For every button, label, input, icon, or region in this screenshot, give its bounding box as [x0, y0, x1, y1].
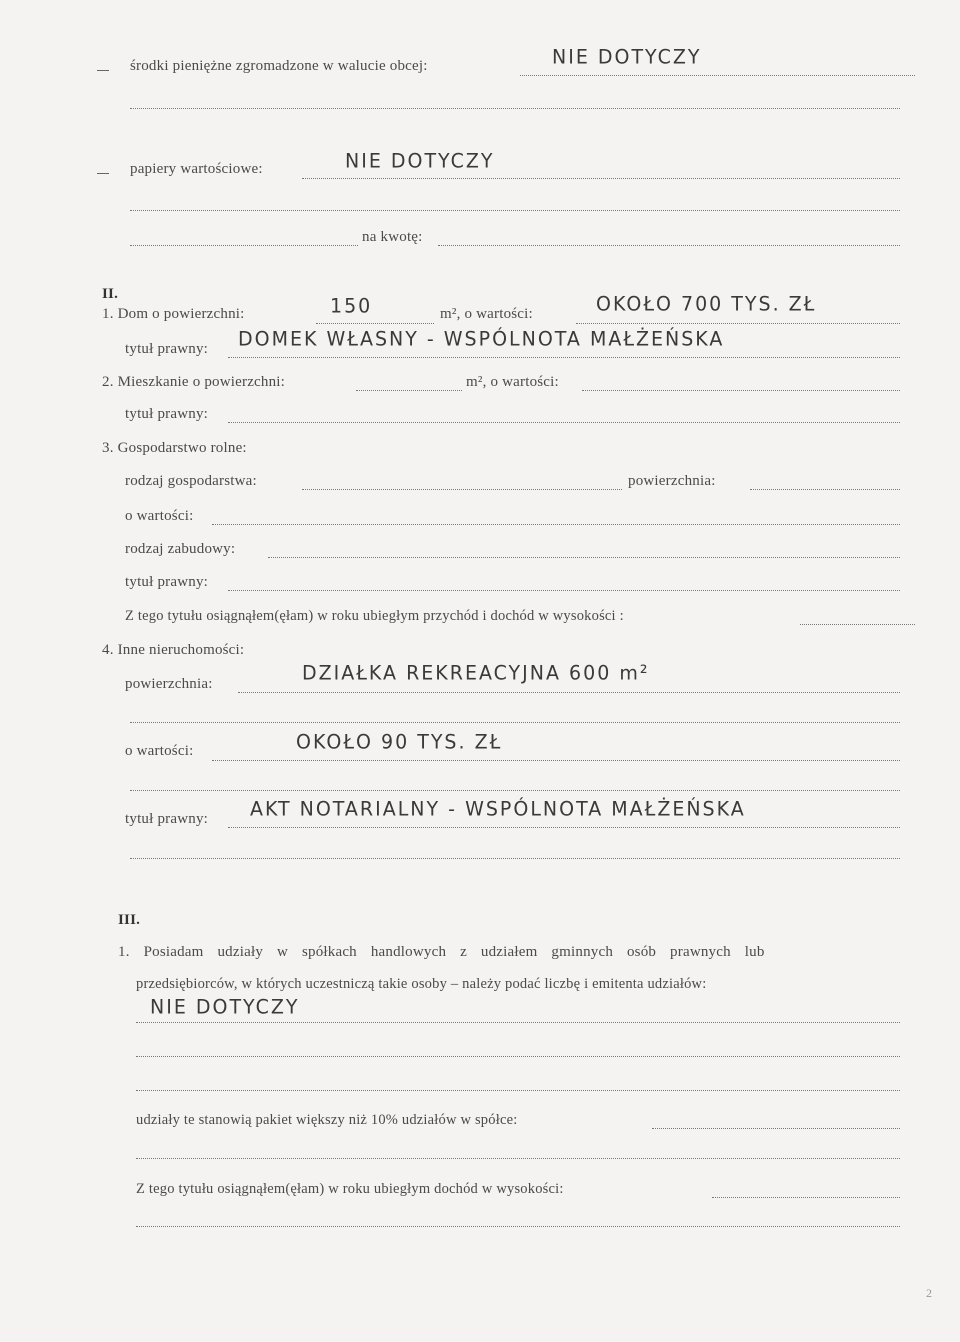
- shares-text-line2: przedsiębiorców, w których uczestniczą takie osoby – należy podać liczbę i emitenta udziałów:: [136, 976, 707, 992]
- securities-label: papiery wartościowe:: [130, 161, 263, 177]
- fill-line: [130, 858, 900, 859]
- other-area-label: powierzchnia:: [125, 676, 213, 692]
- house-area: 150: [330, 294, 373, 318]
- fill-line: [238, 692, 900, 693]
- house-value-label: m², o wartości:: [440, 306, 533, 322]
- fill-line: [228, 590, 900, 591]
- flat-title-label: tytuł prawny:: [125, 406, 209, 422]
- fill-line: [136, 1022, 900, 1023]
- fill-line: [576, 323, 900, 324]
- fill-line: [136, 1158, 900, 1159]
- other-area-value: DZIAŁKA REKREACYJNA 600 m²: [302, 661, 650, 685]
- securities-value: NIE DOTYCZY: [345, 149, 495, 173]
- shares-percent-label: udziały te stanowią pakiet większy niż 10% udziałów w spółce:: [136, 1112, 518, 1128]
- fill-line: [750, 489, 900, 490]
- farm-income-label: Z tego tytułu osiągnąłem(ęłam) w roku ubiegłym przychód i dochód w wysokości :: [125, 608, 624, 624]
- fill-line: [136, 1090, 900, 1091]
- farm-label: 3. Gospodarstwo rolne:: [102, 440, 247, 456]
- shares-answer: NIE DOTYCZY: [150, 995, 300, 1019]
- foreign-currency-value: NIE DOTYCZY: [552, 45, 702, 69]
- section-iii-heading: III.: [118, 912, 141, 928]
- amount-label: na kwotę:: [362, 229, 423, 245]
- shares-income-label: Z tego tytułu osiągnąłem(ęłam) w roku ubiegłym dochód w wysokości:: [136, 1181, 564, 1197]
- fill-line: [302, 489, 622, 490]
- fill-line: [438, 245, 900, 246]
- fill-line: [520, 75, 915, 76]
- fill-line: [212, 760, 900, 761]
- fill-line: [582, 390, 900, 391]
- fill-line: [130, 722, 900, 723]
- fill-line: [268, 557, 900, 558]
- fill-line: [130, 790, 900, 791]
- fill-line: [356, 390, 462, 391]
- section-ii-heading: II.: [102, 286, 119, 302]
- fill-line: [228, 357, 900, 358]
- fill-line: [212, 524, 900, 525]
- flat-value-label: m², o wartości:: [466, 374, 559, 390]
- other-title-label: tytuł prawny:: [125, 811, 209, 827]
- farm-area-label: powierzchnia:: [628, 473, 716, 489]
- house-title-label: tytuł prawny:: [125, 341, 209, 357]
- fill-line: [130, 210, 900, 211]
- fill-line: [316, 323, 434, 324]
- farm-value-label: o wartości:: [125, 508, 194, 524]
- fill-line: [130, 108, 900, 109]
- house-label: 1. Dom o powierzchni:: [102, 306, 245, 322]
- other-label: 4. Inne nieruchomości:: [102, 642, 245, 658]
- fill-line: [302, 178, 900, 179]
- other-title-value: AKT NOTARIALNY - WSPÓLNOTA MAŁŻEŃSKA: [250, 797, 746, 821]
- fill-line: [800, 624, 915, 625]
- other-value-value: OKOŁO 90 TYS. ZŁ: [296, 730, 503, 754]
- house-title-value: DOMEK WŁASNY - WSPÓLNOTA MAŁŻEŃSKA: [238, 327, 725, 351]
- house-value: OKOŁO 700 TYS. ZŁ: [596, 292, 817, 316]
- other-value-label: o wartości:: [125, 743, 194, 759]
- fill-line: [228, 422, 900, 423]
- fill-line: [130, 245, 358, 246]
- foreign-currency-label: środki pieniężne zgromadzone w walucie obcej:: [130, 58, 428, 74]
- shares-text-line1: 1. Posiadam udziały w spółkach handlowych z udziałem gminnych osób prawnych lub: [118, 944, 765, 960]
- bullet-dash: [97, 173, 109, 174]
- bullet-dash: [97, 70, 109, 71]
- farm-type-label: rodzaj gospodarstwa:: [125, 473, 257, 489]
- farm-title-label: tytuł prawny:: [125, 574, 209, 590]
- fill-line: [652, 1128, 900, 1129]
- fill-line: [712, 1197, 900, 1198]
- fill-line: [228, 827, 900, 828]
- fill-line: [136, 1226, 900, 1227]
- flat-label: 2. Mieszkanie o powierzchni:: [102, 374, 286, 390]
- page-number: 2: [926, 1286, 932, 1300]
- fill-line: [136, 1056, 900, 1057]
- farm-build-label: rodzaj zabudowy:: [125, 541, 236, 557]
